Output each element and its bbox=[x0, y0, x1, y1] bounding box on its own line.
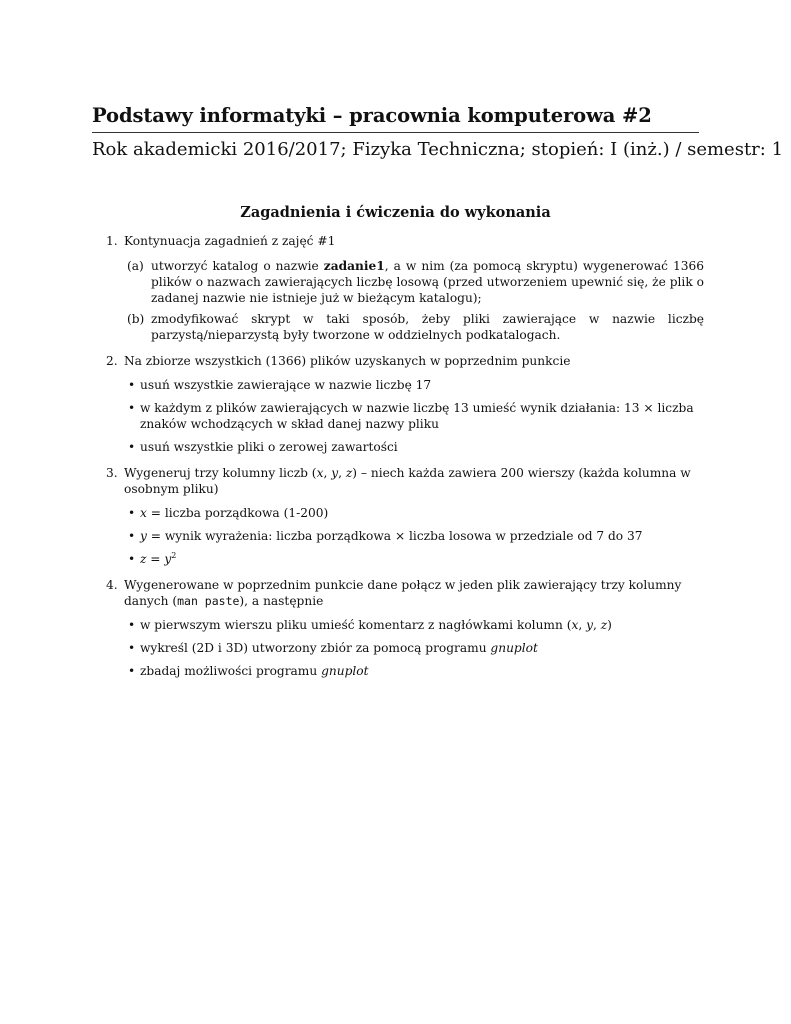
bullet-icon: • bbox=[128, 506, 136, 520]
task-text-before: Wygeneruj trzy kolumny liczb ( bbox=[124, 466, 317, 480]
var-x: x bbox=[571, 618, 579, 632]
directory-name-keyword: zadanie1 bbox=[323, 259, 385, 273]
var-x: x bbox=[316, 466, 324, 480]
subtask-label: (a) bbox=[127, 259, 144, 273]
bullet-icon: • bbox=[128, 641, 136, 655]
task-number: 1. bbox=[106, 234, 118, 248]
task-number: 2. bbox=[106, 354, 118, 368]
bullet-item: • w pierwszym wierszu pliku umieść komentarz z nagłówkami kolumn (x, y, z) bbox=[128, 618, 612, 632]
bullet-text: wykreśl (2D i 3D) utworzony zbiór za pomocą programu bbox=[140, 641, 491, 655]
bullet-item bbox=[124, 528, 704, 544]
document-subtitle: Rok akademicki 2016/2017; Fizyka Techniczna; stopień: I (inż.) / semestr: 1 bbox=[92, 139, 784, 160]
exponent: 2 bbox=[171, 550, 177, 560]
bullet-list bbox=[124, 617, 704, 679]
bullet-text: usuń wszystkie pliki o zerowej zawartości bbox=[140, 440, 398, 454]
bullet-item bbox=[124, 400, 704, 432]
bullet-text: w pierwszym wierszu pliku umieść komentarz z nagłówkami kolumn ( bbox=[140, 618, 572, 632]
task-list-container bbox=[92, 233, 704, 689]
var-z: z bbox=[600, 618, 608, 632]
task-item-1 bbox=[92, 233, 704, 343]
subtask-list bbox=[124, 258, 704, 343]
task-number: 3. bbox=[106, 466, 118, 480]
bullet-item bbox=[124, 551, 704, 567]
subtask-text-after: , a w nim (za pomocą skryptu) wygenerować 1366 plików o nazwach zawierających liczbę losową (przed utworzeniem upewnić się, że plik o zadanej nazwie nie istnieje już w bieżącym katalogu); bbox=[151, 259, 704, 305]
var-y: y bbox=[164, 552, 172, 566]
bullet-icon: • bbox=[128, 401, 136, 415]
document-title: Podstawy informatyki – pracownia komputerowa #2 bbox=[92, 104, 652, 127]
title-rule bbox=[92, 132, 699, 133]
task-text-before: Wygenerowane w poprzednim punkcie dane połącz w jeden plik zawierający trzy kolumny danych ( bbox=[124, 578, 682, 608]
var-z: z bbox=[345, 466, 353, 480]
task-item-4 bbox=[92, 577, 704, 679]
subtask-text: zmodyfikować skrypt w taki sposób, żeby pliki zawierające w nazwie liczbę parzystą/nieparzystą były tworzone w oddzielnych podkatalogach. bbox=[151, 312, 704, 342]
subtask-item-a bbox=[124, 258, 704, 306]
bullet-text: usuń wszystkie zawierające w nazwie liczbę 17 bbox=[140, 378, 432, 392]
bullet-list bbox=[124, 505, 704, 567]
task-text-after: ) – niech każda zawiera 200 wierszy (każda kolumna w osobnym pliku) bbox=[124, 466, 691, 496]
var-y: y bbox=[586, 618, 593, 632]
bullet-text-after: ) bbox=[607, 618, 612, 632]
var-y: y bbox=[140, 529, 147, 543]
subtask-text-before: utworzyć katalog o nazwie bbox=[151, 259, 324, 273]
subtask-item-b bbox=[124, 311, 704, 343]
var-z: z bbox=[140, 552, 147, 566]
task-item-3: 3. Wygeneruj trzy kolumny liczb (x, y, z) – niech każda zawiera 200 wierszy (każda kolumna w osobnym pliku) • x = liczba porządkowa (1-200) • y = wynik wyrażenia: liczba porządkowa × liczba losowa w przedziale od 7 do 37 • $z = y^2$ bbox=[92, 465, 704, 567]
bullet-text: zbadaj możliwości programu bbox=[140, 664, 322, 678]
bullet-item bbox=[124, 505, 704, 521]
bullet-icon: • bbox=[128, 440, 136, 454]
var-y: y bbox=[331, 466, 339, 480]
task-item-2 bbox=[92, 353, 704, 455]
bullet-icon: • bbox=[128, 618, 136, 632]
subtask-label: (b) bbox=[127, 312, 145, 326]
command-code: man paste bbox=[177, 594, 240, 608]
bullet-icon: • bbox=[128, 552, 136, 566]
task-text: Kontynuacja zagadnień z zajęć #1 bbox=[124, 234, 336, 248]
task-text: Na zbiorze wszystkich (1366) plików uzyskanych w poprzednim punkcie bbox=[124, 354, 571, 368]
bullet-icon: • bbox=[128, 378, 136, 392]
task-text-after: ), a następnie bbox=[239, 594, 324, 608]
bullet-item bbox=[124, 439, 704, 455]
bullet-item bbox=[124, 377, 704, 393]
task-number: 4. bbox=[106, 578, 118, 592]
program-name: gnuplot bbox=[490, 641, 538, 655]
bullet-list bbox=[124, 377, 704, 455]
bullet-item bbox=[124, 663, 704, 679]
program-name: gnuplot bbox=[321, 664, 369, 678]
bullet-text: = bbox=[146, 552, 165, 566]
bullet-item bbox=[124, 640, 704, 656]
bullet-icon: • bbox=[128, 529, 136, 543]
section-heading: Zagadnienia i ćwiczenia do wykonania bbox=[240, 204, 551, 221]
task-list bbox=[92, 233, 704, 679]
bullet-text: = liczba porządkowa (1-200) bbox=[146, 506, 329, 520]
bullet-text: = wynik wyrażenia: liczba porządkowa × liczba losowa w przedziale od 7 do 37 bbox=[146, 529, 643, 543]
bullet-text: w każdym z plików zawierających w nazwie liczbę 13 umieść wynik działania: 13 × liczba znaków wchodzących w skład danej nazwy pliku bbox=[140, 401, 694, 431]
bullet-icon: • bbox=[128, 664, 136, 678]
var-x: x bbox=[140, 506, 147, 520]
